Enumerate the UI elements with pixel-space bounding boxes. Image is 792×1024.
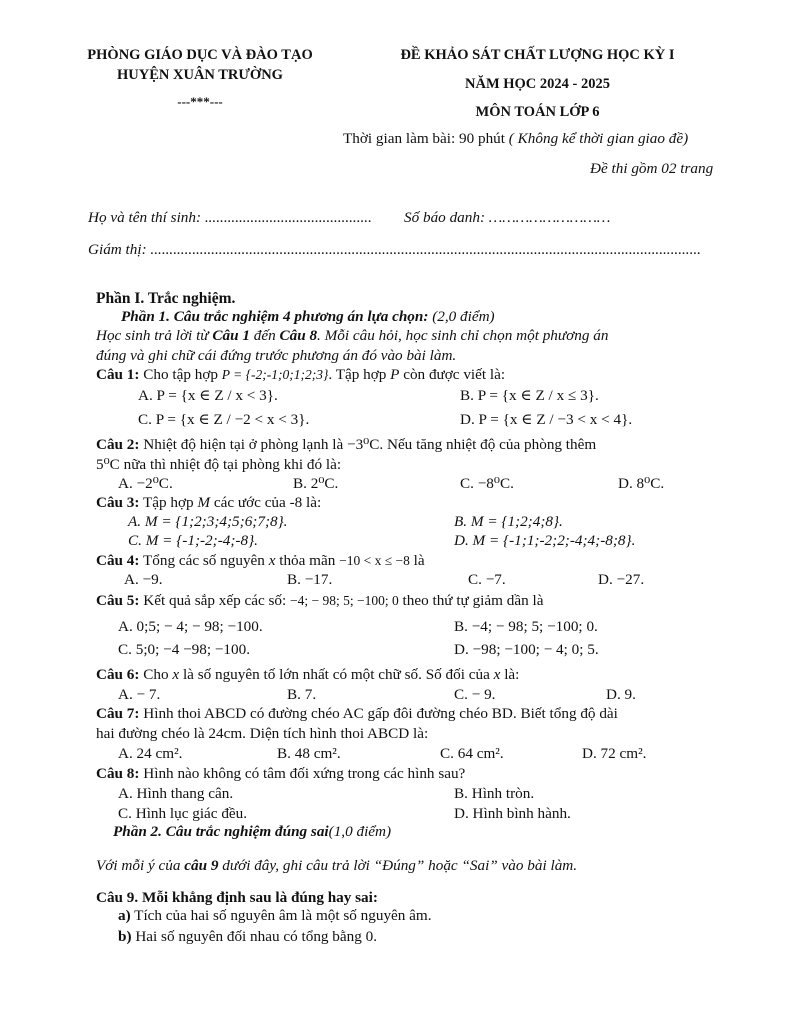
question-text: Tập hợp (139, 494, 198, 511)
q3-option-b: B. M = {1;2;4;8}. (454, 513, 563, 530)
instr-bold-q8: Câu 8 (279, 327, 318, 344)
question-7-line2: hai đường chéo là 24cm. Diện tích hình thoi ABCD là: (96, 725, 429, 742)
district-name: HUYỆN XUÂN TRƯỜNG (117, 67, 283, 83)
question-text: Cho tập hợp (139, 366, 222, 383)
question-math: −4; − 98; 5; −100; 0 (290, 593, 399, 608)
question-5 (96, 591, 543, 610)
question-text: các ước của -8 là: (210, 494, 322, 511)
q3-option-c: C. M = {-1;-2;-4;-8}. (128, 532, 258, 549)
part1-sub-heading: Phần 1. Câu trắc nghiệm 4 phương án lựa chọn: (121, 308, 429, 325)
question-math: P = {-2;-1;0;1;2;3} (221, 367, 329, 382)
statement-text: Hai số nguyên đối nhau có tổng bằng 0. (131, 928, 378, 945)
q3-option-d: D. M = {-1;1;-2;2;-4;4;-8;8}. (454, 532, 636, 549)
q5-option-a: A. 0;5; − 4; − 98; −100. (118, 618, 263, 635)
question-2-line2: 5⁰C nữa thì nhiệt độ tại phòng khi đó là: (96, 456, 342, 473)
q2-option-c: C. −8⁰C. (460, 475, 514, 492)
q2-option-a: A. −2⁰C. (118, 475, 173, 492)
question-text: Nhiệt độ hiện tại ở phòng lạnh là −3⁰C. Nếu tăng nhiệt độ của phòng thêm (139, 436, 597, 453)
q4-option-b: B. −17. (287, 571, 333, 588)
question-7 (96, 704, 618, 723)
q4-option-d: D. −27. (598, 571, 645, 588)
q9-statement-a (118, 906, 432, 925)
candidate-number-field: Số báo danh: ……………………… (404, 209, 611, 226)
question-text: là (409, 552, 425, 569)
q7-option-c: C. 64 cm². (440, 745, 504, 762)
q1-option-a: A. P = {x ∈ Z / x < 3}. (138, 387, 278, 404)
q7-option-b: B. 48 cm². (277, 745, 341, 762)
part1-instruction-line2: đúng và ghi chữ cái đứng trước phương án đó vào bài làm. (96, 347, 457, 364)
part1-sub-title (121, 307, 495, 326)
question-label: Câu 8: (96, 765, 140, 782)
question-text: Hình thoi ABCD có đường chéo AC gấp đôi đường chéo BD. Biết tổng độ dài (139, 705, 618, 722)
question-2 (96, 435, 596, 454)
q2-option-d: D. 8⁰C. (618, 475, 665, 492)
question-label: Câu 6: (96, 666, 140, 683)
q8-option-b: B. Hình tròn. (454, 785, 535, 802)
q7-option-a: A. 24 cm². (118, 745, 183, 762)
q4-option-a: A. −9. (124, 571, 163, 588)
question-var: M (197, 494, 211, 511)
instr-text: . Mỗi câu hỏi, học sinh chỉ chọn một phương án (317, 327, 609, 344)
instr-text: Với mỗi ý của (96, 857, 185, 874)
q6-option-a: A. − 7. (118, 686, 161, 703)
statement-text: Tích của hai số nguyên âm là một số nguyên âm. (130, 907, 432, 924)
question-text: là: (500, 666, 520, 683)
part1-sub-points: (2,0 điểm) (428, 308, 495, 325)
question-text: còn được viết là: (399, 366, 506, 383)
time-info (343, 129, 688, 148)
q6-option-b: B. 7. (287, 686, 317, 703)
question-label: Câu 5: (96, 592, 140, 609)
question-1 (96, 365, 505, 384)
question-6 (96, 665, 519, 684)
statement-label: b) (118, 928, 132, 945)
part2-points: (1,0 điểm) (328, 823, 392, 840)
question-text: Hình nào không có tâm đối xứng trong các hình sau? (139, 765, 466, 782)
q6-option-c: C. − 9. (454, 686, 496, 703)
q8-option-a: A. Hình thang cân. (118, 785, 234, 802)
exam-title: ĐỀ KHẢO SÁT CHẤT LƯỢNG HỌC KỲ I (400, 47, 675, 63)
q1-option-d: D. P = {x ∈ Z / −3 < x < 4}. (460, 411, 633, 428)
instr-bold-q1: Câu 1 (212, 327, 250, 344)
question-var: x (172, 666, 180, 683)
instr-text: dưới đây, ghi câu trả lời “Đúng” hoặc “Sai” vào bài làm. (218, 857, 578, 874)
q8-option-c: C. Hình lục giác đều. (118, 805, 248, 822)
question-var: P (390, 366, 400, 383)
q2-option-b: B. 2⁰C. (293, 475, 339, 492)
department-name: PHÒNG GIÁO DỤC VÀ ĐÀO TẠO (87, 47, 313, 63)
instr-bold-q9: câu 9 (184, 857, 219, 874)
question-var: x (493, 666, 501, 683)
question-label: Câu 7: (96, 705, 140, 722)
q6-option-d: D. 9. (606, 686, 636, 703)
q1-option-c: C. P = {x ∈ Z / −2 < x < 3}. (138, 411, 310, 428)
q3-option-a: A. M = {1;2;3;4;5;6;7;8}. (128, 513, 288, 530)
school-year: NĂM HỌC 2024 - 2025 (465, 76, 610, 92)
instr-text: Học sinh trả lời từ (96, 327, 213, 344)
pages-note: Đề thi gồm 02 trang (590, 160, 714, 177)
question-9-title: Câu 9. Mỗi khẳng định sau là đúng hay sai: (96, 889, 378, 906)
q5-option-d: D. −98; −100; − 4; 0; 5. (454, 641, 599, 658)
question-text: thỏa mãn (275, 552, 340, 569)
question-text: Cho (139, 666, 173, 683)
question-text: Kết quả sắp xếp các số: (139, 592, 291, 609)
proctor-field: Giám thị: ................................................................................................................................................. (88, 241, 701, 258)
question-text: theo thứ tự giảm dần là (398, 592, 544, 609)
instr-text: đến (249, 327, 280, 344)
question-label: Câu 2: (96, 436, 140, 453)
question-text: Tổng các số nguyên (139, 552, 269, 569)
question-label: Câu 1: (96, 366, 140, 383)
part2-heading: Phần 2. Câu trắc nghiệm đúng sai (113, 823, 329, 840)
candidate-name-field: Họ và tên thí sinh: ............................................ (88, 209, 372, 226)
subject-title: MÔN TOÁN LỚP 6 (475, 104, 600, 120)
question-label: Câu 4: (96, 552, 140, 569)
q5-option-b: B. −4; − 98; 5; −100; 0. (454, 618, 598, 635)
question-var: x (268, 552, 276, 569)
question-8 (96, 764, 465, 783)
q8-option-d: D. Hình bình hành. (454, 805, 571, 822)
part1-instruction (96, 326, 608, 345)
question-text: . Tập hợp (328, 366, 391, 383)
question-label: Câu 3: (96, 494, 140, 511)
time-note: ( Không kể thời gian giao đề) (508, 130, 689, 147)
time-text: Thời gian làm bài: 90 phút (343, 130, 509, 147)
q7-option-d: D. 72 cm². (582, 745, 647, 762)
question-3 (96, 493, 321, 512)
question-text: là số nguyên tố lớn nhất có một chữ số. Số đối của (179, 666, 494, 683)
question-4 (96, 551, 425, 570)
q9-statement-b (118, 927, 377, 946)
part2-title (113, 822, 391, 841)
q1-option-b: B. P = {x ∈ Z / x ≤ 3}. (460, 387, 599, 404)
question-math: −10 < x ≤ −8 (339, 553, 410, 568)
q5-option-c: C. 5;0; −4 −98; −100. (118, 641, 251, 658)
statement-label: a) (118, 907, 131, 924)
part2-instruction (96, 856, 577, 875)
q4-option-c: C. −7. (468, 571, 506, 588)
part1-title: Phần I. Trắc nghiệm. (96, 290, 236, 307)
header-ornament: ---***--- (177, 94, 223, 109)
